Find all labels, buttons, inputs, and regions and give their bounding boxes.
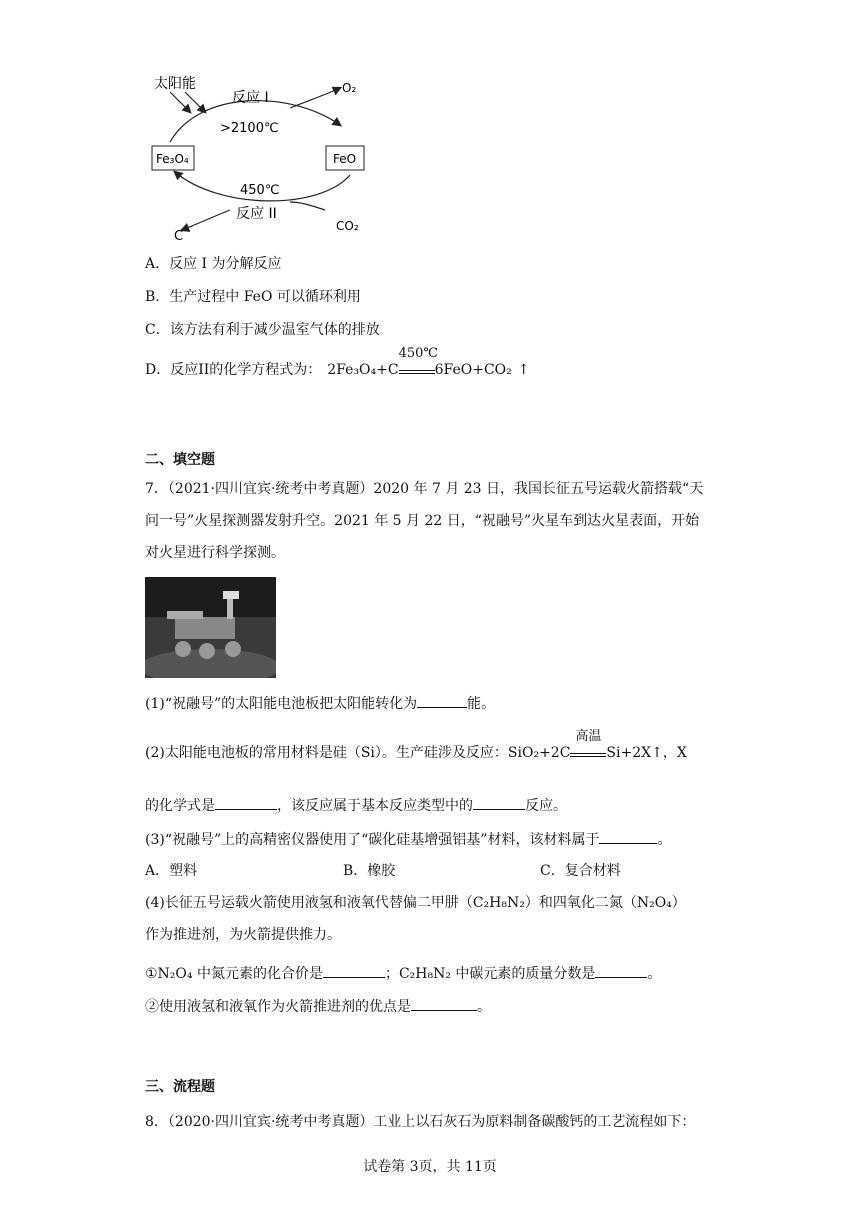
q7-line-1: 7．（2021·四川宜宾·统考中考真题）2020 年 7 月 23 日，我国长征五号运载火箭搭载“天 bbox=[145, 481, 704, 497]
reaction-cycle-diagram bbox=[140, 70, 380, 245]
q7-2-condition bbox=[570, 729, 606, 757]
q6-d-arrow: ↑ bbox=[517, 362, 530, 378]
q7-4b-text: ②使用液氢和液氧作为火箭推进剂的优点是 bbox=[145, 999, 411, 1015]
q7-4a-blank-2[interactable] bbox=[595, 963, 647, 978]
temp-1-label: >2100℃ bbox=[220, 121, 279, 136]
q6-d-condition bbox=[398, 346, 438, 374]
reaction-2-label: 反应 II bbox=[236, 206, 277, 222]
q7-3-post: 。 bbox=[657, 832, 672, 848]
q7-3-option-a: A．塑料 bbox=[145, 863, 198, 879]
q7-3-text: (3)“祝融号”上的高精密仪器使用了“碳化硅基增强铝基”材料，该材料属于 bbox=[145, 832, 600, 848]
q7-3-option-c: C．复合材料 bbox=[540, 863, 621, 879]
q6-d-eq-left: 2Fe₃O₄+C bbox=[327, 362, 399, 378]
solar-arrow-2 bbox=[185, 92, 205, 112]
q7-4a-mid: ；C₂H₈N₂ 中碳元素的质量分数是 bbox=[384, 966, 596, 982]
q7-4-line-2: 作为推进剂，为火箭提供推力。 bbox=[145, 927, 341, 943]
q8-line: 8．（2020·四川宜宾·统考中考真题）工业上以石灰石为原料制备碳酸钙的工艺流程如下： bbox=[145, 1114, 696, 1130]
q7-2-text: (2)太阳能电池板的常用材料是硅（Si）。生产硅涉及反应： bbox=[145, 745, 508, 761]
q7-1-post: 能。 bbox=[467, 696, 496, 712]
q6-option-d bbox=[145, 346, 530, 380]
q7-1-blank[interactable] bbox=[417, 693, 467, 708]
co2-label: CO₂ bbox=[336, 219, 359, 233]
arrow-from-co2 bbox=[290, 202, 325, 210]
q7-1-text: (1)“祝融号”的太阳能电池板把太阳能转化为 bbox=[145, 696, 418, 712]
c-label: C bbox=[174, 229, 184, 244]
fe3o4-label: Fe₃O₄ bbox=[156, 152, 189, 166]
q6-d-eq-right: 6FeO+CO₂ bbox=[434, 362, 512, 378]
q7-2-post: ，X bbox=[662, 745, 687, 761]
section-3-heading: 三、流程题 bbox=[145, 1079, 215, 1095]
q7-3-option-b: B．橡胶 bbox=[343, 863, 396, 879]
q6-option-c: C．该方法有利于减少温室气体的排放 bbox=[145, 322, 380, 338]
feo-label: FeO bbox=[333, 152, 357, 166]
q7-part-2b bbox=[145, 795, 567, 816]
q7-line-3: 对火星进行科学探测。 bbox=[145, 545, 285, 561]
q6-option-a: A．反应 I 为分解反应 bbox=[145, 256, 282, 272]
q7-4b-post: 。 bbox=[477, 999, 491, 1015]
temp-2-label: 450℃ bbox=[240, 183, 280, 198]
q7-2b-blank-2[interactable] bbox=[473, 795, 525, 810]
q7-part-2 bbox=[145, 729, 687, 763]
q7-2-eq-right: Si+2X↑ bbox=[606, 745, 663, 761]
q7-4a-blank-1[interactable] bbox=[323, 963, 385, 978]
q7-3-blank[interactable] bbox=[599, 829, 657, 844]
page-footer: 试卷第 3页，共 11页 bbox=[363, 1159, 497, 1175]
q7-4a bbox=[145, 963, 661, 984]
q7-line-2: 问一号”火星探测器发射升空。2021 年 5 月 22 日，“祝融号”火星车到达火星表面，开始 bbox=[145, 513, 700, 529]
q7-4a-text: ①N₂O₄ 中氮元素的化合价是 bbox=[145, 966, 323, 982]
q7-2b-post: 反应。 bbox=[525, 798, 567, 814]
q7-2-eq-left: SiO₂+2C bbox=[507, 745, 571, 761]
q7-part-1 bbox=[145, 693, 495, 714]
q7-4b bbox=[145, 996, 491, 1017]
solar-arrow-1 bbox=[170, 92, 190, 112]
section-2-heading: 二、填空题 bbox=[145, 452, 215, 468]
q7-2b-mid: ，该反应属于基本反应类型中的 bbox=[277, 798, 473, 814]
reaction-1-label: 反应 I bbox=[232, 90, 269, 106]
rover-photo bbox=[145, 577, 276, 678]
q7-4-line-1: (4)长征五号运载火箭使用液氢和液氧代替偏二甲肼（C₂H₈N₂）和四氧化二氮（N₂O₄） bbox=[145, 895, 686, 911]
q7-part-3 bbox=[145, 829, 671, 850]
arrow-to-o2 bbox=[290, 88, 340, 108]
q6-d-prefix: D．反应II的化学方程式为： bbox=[145, 362, 322, 378]
q7-2b-text: 的化学式是 bbox=[145, 798, 215, 814]
q6-option-b: B．生产过程中 FeO 可以循环利用 bbox=[145, 289, 361, 305]
q7-4a-post: 。 bbox=[647, 966, 662, 982]
o2-label: O₂ bbox=[342, 81, 357, 95]
solar-label: 太阳能 bbox=[154, 76, 196, 92]
q7-2b-blank-1[interactable] bbox=[215, 795, 277, 810]
q7-2-cond-text: 高温 bbox=[575, 729, 602, 744]
arrow-to-c bbox=[182, 210, 230, 230]
q6-d-cond-text: 450℃ bbox=[398, 346, 438, 361]
q7-4b-blank[interactable] bbox=[411, 996, 477, 1011]
